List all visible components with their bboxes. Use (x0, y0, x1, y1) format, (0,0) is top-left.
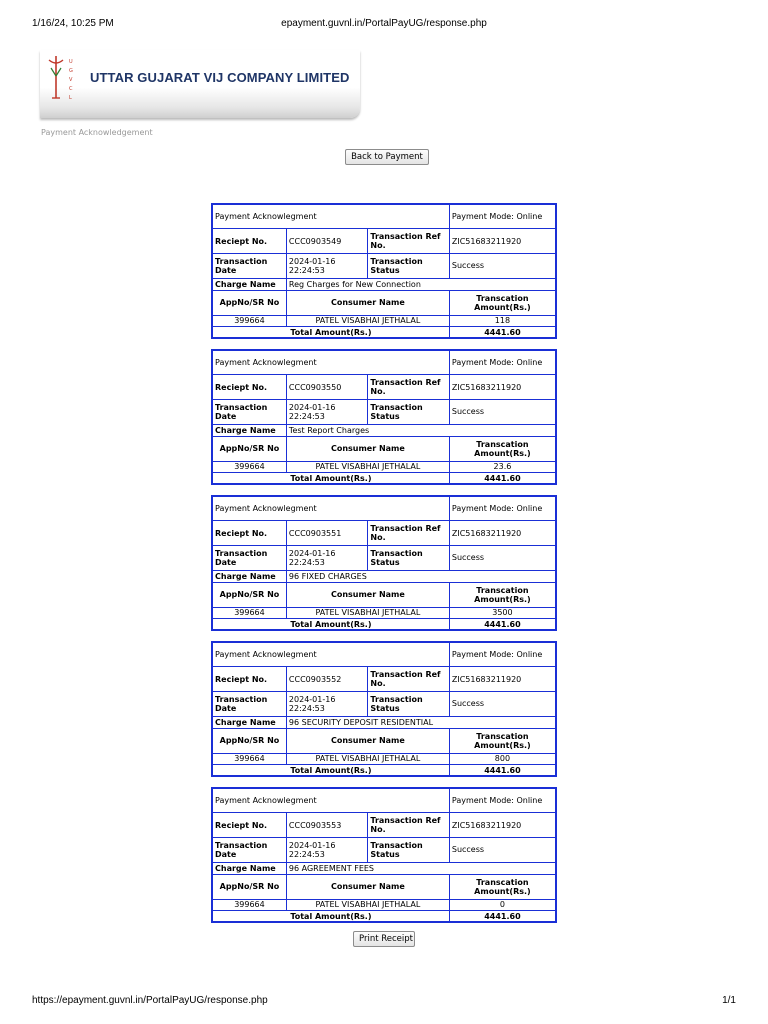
total-amount-value: 4441.60 (449, 911, 556, 922)
charge-name-label: Charge Name (212, 716, 286, 728)
receipt-header-row (212, 350, 556, 375)
receipt-table (211, 349, 557, 485)
receipt-no-value: CCC0903549 (286, 229, 367, 254)
app-no-header: AppNo/SR No (212, 729, 286, 754)
total-amount-label: Total Amount(Rs.) (212, 619, 449, 630)
print-footer-url: https://epayment.guvnl.in/PortalPayUG/response.php (32, 995, 268, 1006)
consumer-name-value: PATEL VISABHAI JETHALAL (286, 607, 449, 618)
txn-status-label: Transaction Status (368, 691, 449, 716)
total-amount-label: Total Amount(Rs.) (212, 327, 449, 338)
consumer-name-header: Consumer Name (286, 729, 449, 754)
total-amount-value: 4441.60 (449, 327, 556, 338)
receipt-columns-row (212, 437, 556, 462)
payment-mode: Payment Mode: Online (449, 642, 556, 667)
receipt-table (211, 787, 557, 923)
receipt-no-label: Reciept No. (212, 667, 286, 692)
svg-text:C: C (69, 86, 73, 92)
receipt-header-row (212, 788, 556, 813)
amount-value: 23.6 (449, 461, 556, 472)
receipt-row (212, 667, 556, 692)
ugvcl-tower-logo-icon (46, 52, 80, 100)
charge-name-value: 96 SECURITY DEPOSIT RESIDENTIAL (286, 716, 556, 728)
receipt-columns-row (212, 875, 556, 900)
txn-date-value: 2024-01-16 22:24:53 (286, 253, 367, 278)
txn-date-value: 2024-01-16 22:24:53 (286, 837, 367, 862)
receipt-row (212, 545, 556, 570)
table-row (212, 607, 556, 618)
receipt-row (212, 716, 556, 728)
total-amount-value: 4441.60 (449, 765, 556, 776)
receipt-header-row (212, 496, 556, 521)
receipt-row (212, 813, 556, 838)
total-row (212, 473, 556, 484)
amount-header: Transcation Amount(Rs.) (449, 437, 556, 462)
txn-ref-value: ZIC51683211920 (449, 521, 556, 546)
app-no-header: AppNo/SR No (212, 583, 286, 608)
txn-ref-value: ZIC51683211920 (449, 667, 556, 692)
receipt-row (212, 521, 556, 546)
total-row (212, 765, 556, 776)
charge-name-label: Charge Name (212, 862, 286, 874)
charge-name-label: Charge Name (212, 424, 286, 436)
total-row (212, 327, 556, 338)
receipt-header-row (212, 204, 556, 229)
payment-mode: Payment Mode: Online (449, 788, 556, 813)
amount-header: Transcation Amount(Rs.) (449, 875, 556, 900)
receipt-no-label: Reciept No. (212, 229, 286, 254)
receipt-row (212, 691, 556, 716)
consumer-name-header: Consumer Name (286, 583, 449, 608)
svg-text:V: V (69, 77, 73, 83)
consumer-name-value: PATEL VISABHAI JETHALAL (286, 899, 449, 910)
txn-ref-label: Transaction Ref No. (368, 813, 449, 838)
charge-name-value: 96 FIXED CHARGES (286, 570, 556, 582)
receipt-row (212, 862, 556, 874)
receipt-row (212, 253, 556, 278)
app-no-header: AppNo/SR No (212, 291, 286, 316)
consumer-name-header: Consumer Name (286, 437, 449, 462)
receipt-row (212, 278, 556, 290)
receipt-no-label: Reciept No. (212, 813, 286, 838)
payment-mode: Payment Mode: Online (449, 350, 556, 375)
receipt-no-value: CCC0903553 (286, 813, 367, 838)
receipt-columns-row (212, 583, 556, 608)
charge-name-value: Test Report Charges (286, 424, 556, 436)
amount-value: 3500 (449, 607, 556, 618)
total-amount-label: Total Amount(Rs.) (212, 911, 449, 922)
receipt-table (211, 495, 557, 631)
app-no-value: 399664 (212, 461, 286, 472)
txn-date-label: Transaction Date (212, 545, 286, 570)
receipt-no-label: Reciept No. (212, 375, 286, 400)
app-no-header: AppNo/SR No (212, 437, 286, 462)
payment-ack-label: Payment Acknowlegment (212, 204, 449, 229)
txn-ref-label: Transaction Ref No. (368, 229, 449, 254)
consumer-name-header: Consumer Name (286, 875, 449, 900)
app-no-value: 399664 (212, 753, 286, 764)
charge-name-value: 96 AGREEMENT FEES (286, 862, 556, 874)
txn-status-value: Success (449, 545, 556, 570)
charge-name-label: Charge Name (212, 278, 286, 290)
txn-ref-label: Transaction Ref No. (368, 521, 449, 546)
print-header (32, 18, 736, 32)
payment-ack-label: Payment Acknowlegment (212, 496, 449, 521)
table-row (212, 461, 556, 472)
receipts-list (211, 203, 557, 933)
charge-name-value: Reg Charges for New Connection (286, 278, 556, 290)
amount-value: 0 (449, 899, 556, 910)
consumer-name-value: PATEL VISABHAI JETHALAL (286, 461, 449, 472)
print-footer (32, 995, 736, 1009)
print-url: epayment.guvnl.in/PortalPayUG/response.php (281, 18, 487, 29)
amount-header: Transcation Amount(Rs.) (449, 583, 556, 608)
receipt-columns-row (212, 729, 556, 754)
consumer-name-header: Consumer Name (286, 291, 449, 316)
consumer-name-value: PATEL VISABHAI JETHALAL (286, 753, 449, 764)
txn-date-value: 2024-01-16 22:24:53 (286, 691, 367, 716)
print-page-number: 1/1 (722, 995, 736, 1006)
txn-ref-value: ZIC51683211920 (449, 229, 556, 254)
charge-name-label: Charge Name (212, 570, 286, 582)
svg-text:G: G (69, 68, 73, 74)
txn-date-label: Transaction Date (212, 253, 286, 278)
receipt-row (212, 570, 556, 582)
total-row (212, 911, 556, 922)
txn-ref-value: ZIC51683211920 (449, 813, 556, 838)
txn-status-label: Transaction Status (368, 837, 449, 862)
txn-date-label: Transaction Date (212, 691, 286, 716)
consumer-name-value: PATEL VISABHAI JETHALAL (286, 315, 449, 326)
amount-header: Transcation Amount(Rs.) (449, 729, 556, 754)
txn-date-label: Transaction Date (212, 399, 286, 424)
receipt-table (211, 203, 557, 339)
receipt-no-value: CCC0903551 (286, 521, 367, 546)
total-row (212, 619, 556, 630)
page-subtitle: Payment Acknowledgement (41, 128, 153, 137)
receipt-row (212, 229, 556, 254)
total-amount-label: Total Amount(Rs.) (212, 765, 449, 776)
total-amount-value: 4441.60 (449, 473, 556, 484)
txn-ref-value: ZIC51683211920 (449, 375, 556, 400)
receipt-row (212, 837, 556, 862)
payment-mode: Payment Mode: Online (449, 204, 556, 229)
amount-header: Transcation Amount(Rs.) (449, 291, 556, 316)
receipt-columns-row (212, 291, 556, 316)
company-name: UTTAR GUJARAT VIJ COMPANY LIMITED (90, 70, 350, 85)
receipt-row (212, 399, 556, 424)
txn-date-value: 2024-01-16 22:24:53 (286, 545, 367, 570)
total-amount-label: Total Amount(Rs.) (212, 473, 449, 484)
txn-ref-label: Transaction Ref No. (368, 375, 449, 400)
receipt-header-row (212, 642, 556, 667)
txn-status-value: Success (449, 253, 556, 278)
receipt-no-value: CCC0903550 (286, 375, 367, 400)
app-no-value: 399664 (212, 899, 286, 910)
receipt-no-label: Reciept No. (212, 521, 286, 546)
amount-value: 800 (449, 753, 556, 764)
payment-mode: Payment Mode: Online (449, 496, 556, 521)
txn-date-label: Transaction Date (212, 837, 286, 862)
company-banner (40, 50, 360, 118)
table-row (212, 753, 556, 764)
total-amount-value: 4441.60 (449, 619, 556, 630)
receipt-table (211, 641, 557, 777)
txn-status-value: Success (449, 399, 556, 424)
txn-status-value: Success (449, 691, 556, 716)
svg-text:U: U (69, 59, 73, 65)
table-row (212, 315, 556, 326)
print-receipt-button[interactable]: Print Receipt (353, 931, 415, 947)
payment-ack-label: Payment Acknowlegment (212, 642, 449, 667)
svg-text:L: L (69, 95, 72, 100)
txn-status-label: Transaction Status (368, 545, 449, 570)
receipt-row (212, 375, 556, 400)
back-to-payment-button[interactable]: Back to Payment (345, 149, 429, 165)
txn-status-label: Transaction Status (368, 253, 449, 278)
payment-ack-label: Payment Acknowlegment (212, 350, 449, 375)
txn-date-value: 2024-01-16 22:24:53 (286, 399, 367, 424)
app-no-value: 399664 (212, 315, 286, 326)
txn-status-value: Success (449, 837, 556, 862)
txn-status-label: Transaction Status (368, 399, 449, 424)
app-no-value: 399664 (212, 607, 286, 618)
app-no-header: AppNo/SR No (212, 875, 286, 900)
print-datetime: 1/16/24, 10:25 PM (32, 18, 114, 29)
amount-value: 118 (449, 315, 556, 326)
receipt-row (212, 424, 556, 436)
txn-ref-label: Transaction Ref No. (368, 667, 449, 692)
payment-ack-label: Payment Acknowlegment (212, 788, 449, 813)
receipt-no-value: CCC0903552 (286, 667, 367, 692)
table-row (212, 899, 556, 910)
